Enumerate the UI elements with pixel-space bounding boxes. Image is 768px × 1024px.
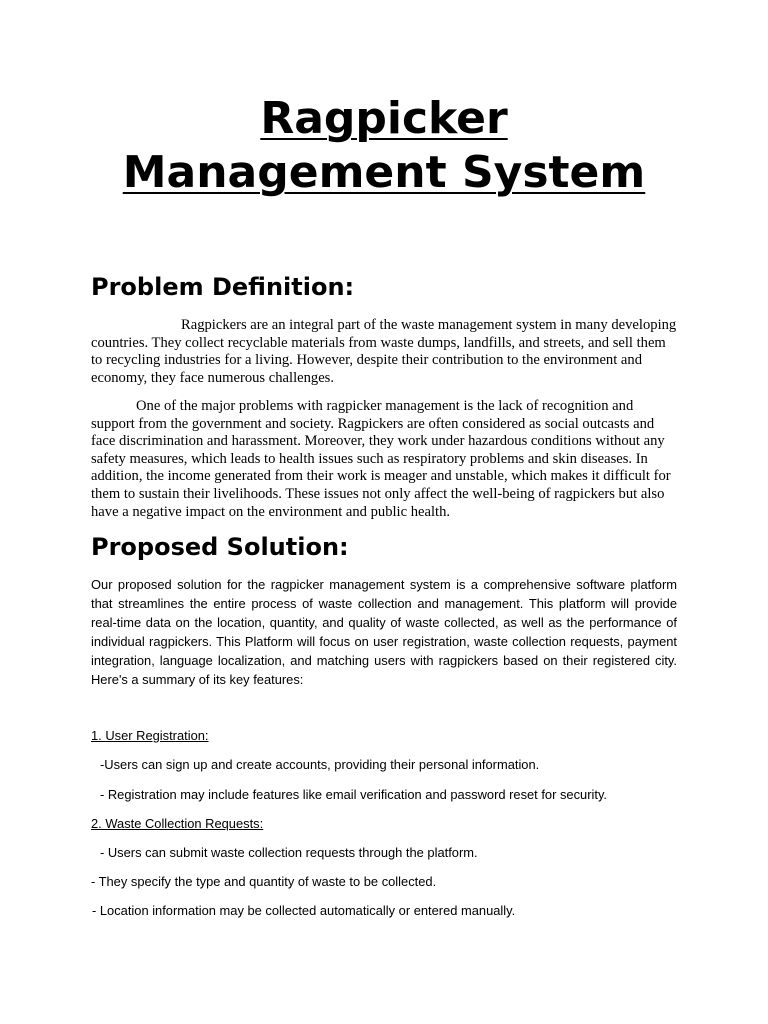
problem-paragraph-1: Ragpickers are an integral part of the waste management system in many developing countries. They collect recyclable materials from waste dumps, landfills, and streets, and sell them to recycling industries for a living. However, despite their contribution to the environment and economy, they face numerous challenges. (91, 317, 677, 386)
feature-1-item-2: - Registration may include features like email verification and password reset for security. (100, 787, 608, 802)
solution-paragraph: Our proposed solution for the ragpicker management system is a comprehensive software platform that streamlines the entire process of waste collection and management. This platform will provide real-time data on the location, quantity, and quality of waste collected, as well as the performance of individual ragpickers. This Platform will focus on user registration, waste collection requests, payment integration, language localization, and matching users with ragpickers based on their registered city. Here's a summary of its key features: (91, 577, 677, 687)
title-line-1: Ragpicker (260, 93, 508, 144)
feature-1-title: 1. User Registration: (91, 728, 209, 743)
problem-paragraph-2: One of the major problems with ragpicker management is the lack of recognition and support from the government and society. Ragpickers are often considered as social outcasts and face discrimination and harassment. Moreover, they work under hazardous conditions without any safety measures, which leads to health issues such as respiratory problems and skin diseases. In addition, the income generated from their work is meager and unstable, which makes it difficult for them to sustain their livelihoods. These issues not only affect the well-being of ragpickers but also have a negative impact on the environment and public health. (91, 398, 671, 520)
title-line-2: Management System (122, 147, 646, 198)
document-title (0, 92, 768, 200)
feature-2-item-1: - Users can submit waste collection requests through the platform. (100, 845, 478, 860)
feature-2-item-2: - They specify the type and quantity of waste to be collected. (91, 874, 437, 889)
problem-definition-heading: Problem Definition: (91, 273, 355, 301)
proposed-solution-heading: Proposed Solution: (91, 533, 349, 561)
feature-1-item-1: -Users can sign up and create accounts, providing their personal information. (100, 757, 540, 772)
feature-2-item-3: - Location information may be collected automatically or entered manually. (92, 903, 516, 918)
feature-2-title: 2. Waste Collection Requests: (91, 816, 264, 831)
